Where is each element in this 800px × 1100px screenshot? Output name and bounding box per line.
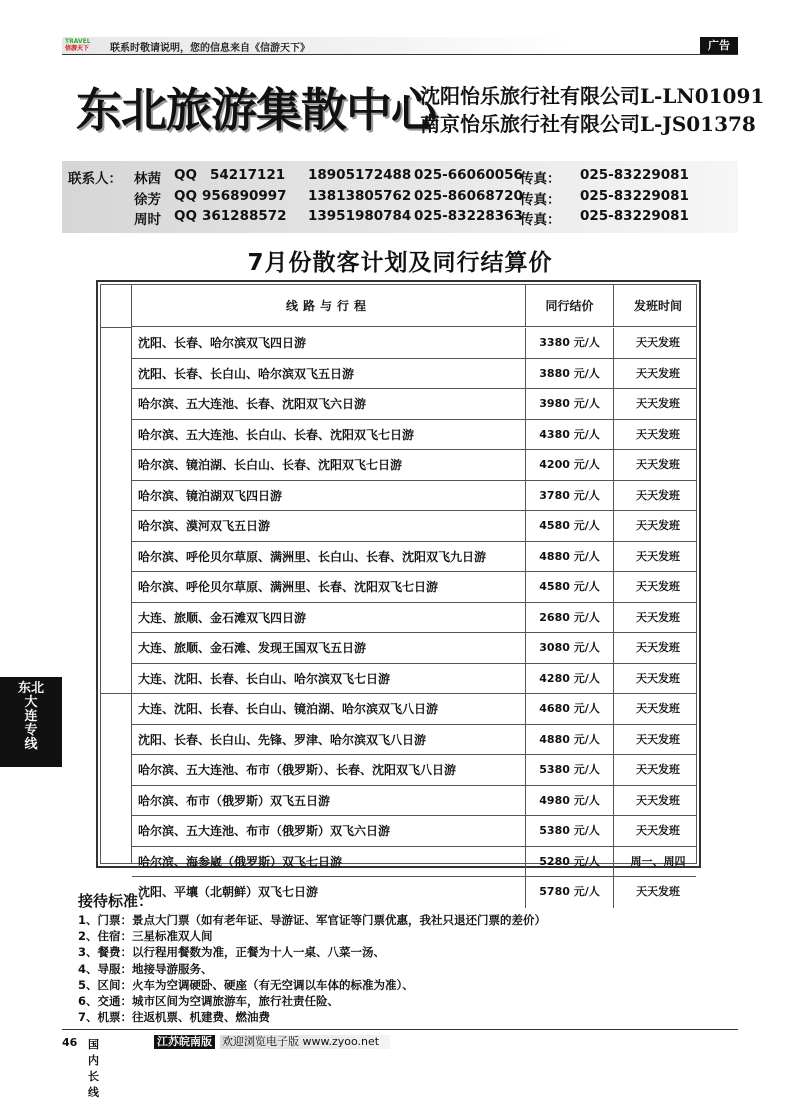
tour-price: 3780 元/人 bbox=[525, 481, 613, 511]
tour-row bbox=[132, 786, 696, 817]
mobile-number[interactable]: 18905172488 bbox=[308, 167, 412, 183]
tour-row bbox=[132, 694, 696, 725]
ad-label: 广告 bbox=[700, 37, 738, 54]
side-tab-char: 大 bbox=[24, 695, 38, 710]
tour-row bbox=[132, 603, 696, 634]
side-tab-text bbox=[0, 682, 62, 752]
company-name-1: 沈阳怡乐旅行社有限公司L-LN01091 bbox=[420, 84, 765, 108]
mobile-number[interactable]: 13813805762 bbox=[308, 188, 412, 204]
tour-route: 哈尔滨、五大连池、长白山、长春、沈阳双飞七日游 bbox=[138, 427, 415, 442]
tour-departure: 天天发班 bbox=[613, 816, 702, 846]
tour-price: 5380 元/人 bbox=[525, 816, 613, 846]
tour-route: 哈尔滨、海参崴（俄罗斯）双飞七日游 bbox=[138, 854, 343, 869]
tour-row bbox=[132, 511, 696, 542]
standard-item: 1、门票：景点大门票（如有老年证、导游证、军官证等门票优惠，我社只退还门票的差价） bbox=[78, 913, 546, 927]
tour-departure: 天天发班 bbox=[613, 633, 702, 663]
company-name-2: 南京怡乐旅行社有限公司L-JS01378 bbox=[420, 112, 756, 136]
tour-price: 5780 元/人 bbox=[525, 877, 613, 908]
bottom-divider bbox=[62, 1029, 738, 1030]
qq-number: 956890997 bbox=[202, 188, 287, 204]
tour-price: 4380 元/人 bbox=[525, 420, 613, 450]
tour-row bbox=[132, 389, 696, 420]
phone-number[interactable]: 025-83228363 bbox=[414, 208, 523, 224]
fax-number: 025-83229081 bbox=[580, 208, 689, 224]
tour-price: 4580 元/人 bbox=[525, 572, 613, 602]
tour-row bbox=[132, 359, 696, 390]
tour-row bbox=[132, 725, 696, 756]
tour-departure: 天天发班 bbox=[613, 572, 702, 602]
tour-row bbox=[132, 450, 696, 481]
tour-price: 2680 元/人 bbox=[525, 603, 613, 633]
side-column-divider bbox=[101, 693, 132, 694]
section-name: 国内长线 bbox=[88, 1038, 99, 1099]
tour-row bbox=[132, 481, 696, 512]
tour-route: 沈阳、平壤（北朝鲜）双飞七日游 bbox=[138, 885, 319, 899]
tour-route: 沈阳、长春、哈尔滨双飞四日游 bbox=[138, 336, 307, 350]
tour-departure: 天天发班 bbox=[613, 603, 702, 633]
standard-item: 3、餐费：以行程用餐数为准，正餐为十人一桌、八菜一汤、 bbox=[78, 945, 385, 960]
fax-number: 025-83229081 bbox=[580, 188, 689, 204]
tour-price: 5380 元/人 bbox=[525, 755, 613, 785]
side-column-divider bbox=[101, 327, 132, 328]
tour-price: 4580 元/人 bbox=[525, 511, 613, 541]
phone-number[interactable]: 025-66060056 bbox=[414, 167, 523, 183]
tour-departure: 周一、周四 bbox=[613, 847, 702, 877]
tour-departure: 天天发班 bbox=[613, 877, 702, 908]
top-divider bbox=[62, 54, 738, 55]
contact-name: 徐芳 bbox=[134, 192, 161, 208]
tour-row bbox=[132, 816, 696, 847]
tour-route: 哈尔滨、漠河双飞五日游 bbox=[138, 519, 271, 533]
section-side-tab bbox=[0, 677, 62, 767]
tour-row bbox=[132, 633, 696, 664]
tour-departure: 天天发班 bbox=[613, 786, 702, 816]
tour-route: 大连、旅顺、金石滩双飞四日游 bbox=[138, 610, 307, 625]
tour-table bbox=[96, 280, 701, 899]
tour-route: 哈尔滨、镜泊湖、长白山、长春、沈阳双飞七日游 bbox=[138, 458, 403, 472]
side-tab-char: 连 bbox=[24, 709, 38, 724]
tour-row bbox=[132, 542, 696, 573]
tour-price: 3080 元/人 bbox=[525, 633, 613, 663]
logo-line-1: TRAVEL bbox=[65, 38, 91, 45]
tour-price: 3980 元/人 bbox=[525, 389, 613, 419]
tour-price: 4980 元/人 bbox=[525, 786, 613, 816]
tour-departure: 天天发班 bbox=[613, 450, 702, 480]
contact-block bbox=[62, 161, 738, 233]
tour-price: 4880 元/人 bbox=[525, 542, 613, 572]
tour-row bbox=[132, 755, 696, 786]
edition-badge: 江苏皖南版 bbox=[154, 1035, 215, 1049]
tour-route: 哈尔滨、五大连池、布市（俄罗斯）双飞六日游 bbox=[138, 824, 391, 838]
website-link[interactable]: 欢迎浏览电子版 www.zyoo.net bbox=[220, 1035, 390, 1049]
fax-label: 传真： bbox=[520, 212, 561, 228]
standard-item: 2、住宿：三星标准双人间 bbox=[78, 929, 213, 944]
tour-departure: 天天发班 bbox=[613, 664, 702, 694]
tour-departure: 天天发班 bbox=[613, 481, 702, 511]
tour-departure: 天天发班 bbox=[613, 328, 702, 358]
tour-route: 哈尔滨、五大连池、长春、沈阳双飞六日游 bbox=[138, 397, 367, 411]
tour-row bbox=[132, 328, 696, 359]
standard-item: 5、区间：火车为空调硬卧、硬座（有无空调以车体的标准为准）、 bbox=[78, 977, 414, 992]
tour-price: 4680 元/人 bbox=[525, 694, 613, 724]
tour-row bbox=[132, 572, 696, 603]
standard-item: 7、机票：往返机票、机建费、燃油费 bbox=[78, 1010, 270, 1025]
table-side-column bbox=[101, 285, 132, 863]
contact-note: 联系时敬请说明，您的信息来自《信游天下》 bbox=[110, 43, 310, 54]
tour-departure: 天天发班 bbox=[613, 542, 702, 572]
tour-departure: 天天发班 bbox=[613, 694, 702, 724]
tour-route: 大连、沈阳、长春、长白山、哈尔滨双飞七日游 bbox=[138, 671, 391, 686]
tour-departure: 天天发班 bbox=[613, 725, 702, 755]
tour-route: 哈尔滨、呼伦贝尔草原、满洲里、长白山、长春、沈阳双飞九日游 bbox=[138, 549, 487, 564]
fax-label: 传真： bbox=[520, 171, 561, 187]
contact-label: 联系人： bbox=[68, 171, 122, 187]
tour-departure: 天天发班 bbox=[613, 420, 702, 450]
tour-row bbox=[132, 420, 696, 451]
fax-number: 025-83229081 bbox=[580, 167, 689, 183]
side-tab-char: 线 bbox=[24, 737, 38, 752]
standards-list bbox=[78, 912, 546, 1025]
tour-departure: 天天发班 bbox=[613, 755, 702, 785]
standard-item: 6、交通：城市区间为空调旅游车，旅行社责任险、 bbox=[78, 994, 339, 1009]
tour-departure: 天天发班 bbox=[613, 389, 702, 419]
tour-table-inner bbox=[100, 284, 697, 899]
header-route: 线路与行程 bbox=[285, 299, 371, 313]
qq-label: QQ bbox=[174, 188, 197, 204]
tour-price: 3380 元/人 bbox=[525, 328, 613, 358]
tour-route: 沈阳、长春、长白山、哈尔滨双飞五日游 bbox=[138, 366, 355, 381]
tour-route: 哈尔滨、布市（俄罗斯）双飞五日游 bbox=[138, 793, 331, 808]
tour-row bbox=[132, 877, 696, 908]
side-tab-char: 专 bbox=[24, 723, 38, 738]
contact-name: 林茜 bbox=[134, 171, 161, 187]
plan-title: 7月份散客计划及同行结算价 bbox=[247, 250, 553, 276]
header-price: 同行结价 bbox=[525, 285, 613, 327]
mobile-number[interactable]: 13951980784 bbox=[308, 208, 412, 224]
page-number: 46 bbox=[62, 1036, 78, 1049]
qq-number: 361288572 bbox=[202, 208, 287, 224]
tour-route: 哈尔滨、五大连池、布市（俄罗斯）、长春、沈阳双飞八日游 bbox=[138, 763, 457, 777]
logo-line-2: 信游天下 bbox=[65, 44, 90, 52]
tour-price: 5280 元/人 bbox=[525, 847, 613, 877]
phone-number[interactable]: 025-86068720 bbox=[414, 188, 523, 204]
tour-route: 哈尔滨、呼伦贝尔草原、满洲里、长春、沈阳双飞七日游 bbox=[138, 580, 439, 594]
top-banner bbox=[62, 37, 738, 54]
tour-departure: 天天发班 bbox=[613, 511, 702, 541]
qq-number: 54217121 bbox=[210, 167, 286, 183]
tour-price: 3880 元/人 bbox=[525, 359, 613, 389]
brand-title: 东北旅游集散中心 bbox=[76, 83, 436, 137]
tour-row bbox=[132, 664, 696, 695]
tour-row bbox=[132, 847, 696, 878]
qq-label: QQ bbox=[174, 208, 197, 224]
contact-name: 周时 bbox=[134, 212, 161, 228]
qq-label: QQ bbox=[174, 167, 197, 183]
standard-item: 4、导服：地接导游服务、 bbox=[78, 961, 213, 976]
tour-departure: 天天发班 bbox=[613, 359, 702, 389]
tour-route: 哈尔滨、镜泊湖双飞四日游 bbox=[138, 488, 283, 503]
header-depart: 发班时间 bbox=[613, 285, 702, 327]
tour-route: 大连、沈阳、长春、长白山、镜泊湖、哈尔滨双飞八日游 bbox=[138, 702, 439, 716]
publication-logo bbox=[65, 39, 97, 52]
tour-price: 4880 元/人 bbox=[525, 725, 613, 755]
tour-route: 大连、旅顺、金石滩、发现王国双飞五日游 bbox=[138, 641, 367, 655]
tour-route: 沈阳、长春、长白山、先锋、罗津、哈尔滨双飞八日游 bbox=[138, 732, 427, 747]
table-header bbox=[132, 285, 696, 327]
standards-title: 接待标准： bbox=[78, 892, 154, 910]
tour-price: 4200 元/人 bbox=[525, 450, 613, 480]
fax-label: 传真： bbox=[520, 192, 561, 208]
side-tab-char: 东北 bbox=[17, 681, 44, 696]
tour-price: 4280 元/人 bbox=[525, 664, 613, 694]
